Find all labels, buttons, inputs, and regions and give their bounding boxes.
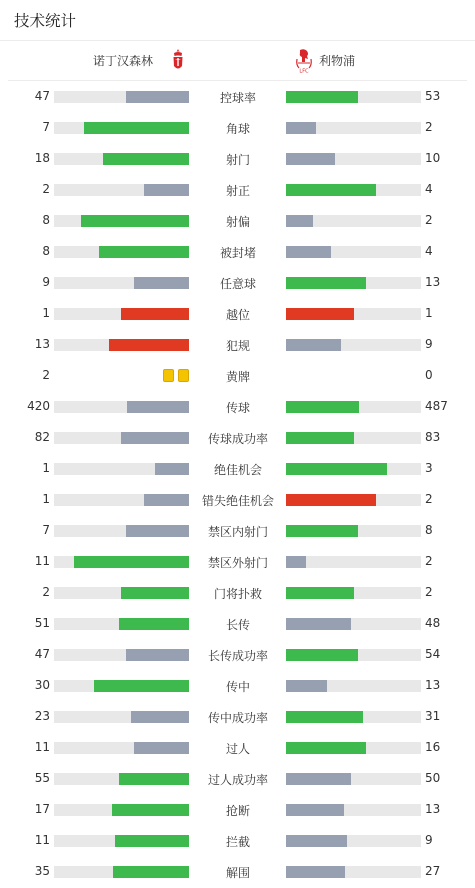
home-value: 82 [34,430,50,444]
away-value: 50 [425,771,441,785]
home-bar-track [54,618,189,630]
away-bar-fill [286,556,306,568]
away-bar-fill [286,308,354,320]
away-value: 2 [425,585,433,599]
home-bar-fill [121,432,189,444]
stat-row [0,856,475,887]
away-value: 54 [425,647,441,661]
home-value: 9 [42,275,50,289]
away-bar-track [286,618,421,630]
away-value: 31 [425,709,441,723]
stat-label: 传中成功率 [207,711,268,725]
away-bar-fill [286,463,387,475]
away-bar-track [286,742,421,754]
away-value: 9 [425,337,433,351]
home-bar-track [54,91,189,103]
stat-row [0,794,475,825]
stat-label: 过人成功率 [207,773,268,787]
liverpool-crest-icon [295,48,313,74]
home-value: 7 [42,523,50,537]
home-bar-track [54,339,189,351]
away-bar-track [286,91,421,103]
home-bar-track [54,494,189,506]
home-bar-fill [134,277,189,289]
home-value: 2 [42,182,50,196]
away-bar-track [286,525,421,537]
away-bar-fill [286,835,347,847]
home-value: 1 [42,492,50,506]
away-value: 487 [425,399,448,413]
away-bar-track [286,215,421,227]
home-value: 8 [42,213,50,227]
stat-label: 抢断 [225,804,250,818]
away-bar-track [286,494,421,506]
stat-row [0,391,475,422]
away-bar-track [286,649,421,661]
home-bar-track [54,742,189,754]
teams-header [8,42,467,81]
away-bar-track [286,866,421,878]
home-value: 420 [27,399,50,413]
home-bar-fill [134,742,189,754]
stat-label: 过人 [225,742,250,756]
away-bar-fill [286,122,316,134]
away-value: 10 [425,151,441,165]
home-value: 1 [42,306,50,320]
stat-row [0,422,475,453]
away-bar-track [286,556,421,568]
away-value: 3 [425,461,433,475]
away-bar-track [286,246,421,258]
home-bar-track [54,835,189,847]
home-bar-track [54,277,189,289]
nottingham-forest-crest-icon [170,48,186,74]
away-value: 48 [425,616,441,630]
away-bar-fill [286,153,335,165]
stat-row [0,670,475,701]
stat-label: 绝佳机会 [213,463,262,477]
stat-label: 控球率 [219,91,256,105]
home-value: 17 [34,802,50,816]
away-bar-track [286,711,421,723]
home-bar-fill [131,711,189,723]
away-bar-fill [286,866,345,878]
home-value: 13 [34,337,50,351]
home-bar-fill [119,618,189,630]
stat-row [0,112,475,143]
home-bar-track [54,215,189,227]
home-bar-track [54,463,189,475]
home-yellow-cards [163,369,190,382]
home-value: 30 [34,678,50,692]
home-bar-track [54,711,189,723]
away-value: 9 [425,833,433,847]
stat-row [0,484,475,515]
away-value: 13 [425,802,441,816]
home-value: 18 [34,151,50,165]
stat-label: 长传成功率 [207,649,268,663]
away-bar-fill [286,804,344,816]
header [0,0,475,41]
away-bar-track [286,277,421,289]
home-bar-track [54,184,189,196]
stat-label: 被封堵 [219,246,256,260]
stat-row [0,174,475,205]
stat-label: 禁区外射门 [207,556,268,570]
home-value: 55 [34,771,50,785]
svg-text:LFC: LFC [299,68,309,74]
stat-label: 传球成功率 [207,432,268,446]
stat-label: 任意球 [219,277,256,291]
away-bar-fill [286,711,363,723]
stat-label: 错失绝佳机会 [201,494,274,508]
stat-label: 长传 [225,618,250,632]
home-bar-fill [81,215,189,227]
home-bar-track [54,401,189,413]
away-bar-fill [286,246,331,258]
stat-row [0,298,475,329]
stat-row [0,143,475,174]
away-bar-fill [286,618,351,630]
home-value: 11 [34,554,50,568]
home-value: 11 [34,740,50,754]
home-value: 11 [34,833,50,847]
away-bar-fill [286,680,327,692]
stat-row [0,236,475,267]
home-value: 8 [42,244,50,258]
stat-row [0,763,475,794]
home-bar-fill [127,401,189,413]
stat-row [0,205,475,236]
away-bar-track [286,835,421,847]
home-bar-fill [126,525,189,537]
away-value: 8 [425,523,433,537]
home-bar-fill [99,246,189,258]
home-bar-fill [112,804,189,816]
away-bar-track [286,153,421,165]
home-bar-fill [119,773,189,785]
stat-label: 角球 [225,122,250,136]
away-bar-fill [286,215,313,227]
away-bar-track [286,773,421,785]
home-bar-fill [74,556,189,568]
stat-label: 黄牌 [225,370,250,384]
home-bar-track [54,773,189,785]
away-bar-track [286,339,421,351]
away-value: 1 [425,306,433,320]
stat-label: 越位 [225,308,250,322]
stat-row [0,515,475,546]
away-value: 2 [425,554,433,568]
away-bar-track [286,587,421,599]
home-value: 47 [34,89,50,103]
home-bar-track [54,432,189,444]
home-bar-fill [126,649,189,661]
home-bar-track [54,122,189,134]
page-title: 技术统计 [14,12,77,30]
away-value: 2 [425,213,433,227]
away-value: 0 [425,368,433,382]
home-bar-fill [103,153,189,165]
away-bar-track [286,463,421,475]
stat-label: 犯规 [225,339,250,353]
away-value: 13 [425,678,441,692]
away-value: 27 [425,864,441,878]
home-value: 35 [34,864,50,878]
stat-label: 门将扑救 [213,587,262,601]
home-bar-track [54,525,189,537]
yellow-card-icon [178,369,189,382]
away-bar-fill [286,91,358,103]
away-bar-fill [286,339,341,351]
home-bar-fill [144,494,189,506]
stat-row [0,453,475,484]
away-bar-fill [286,773,351,785]
away-team-name: 利物浦 [319,54,356,68]
away-value: 83 [425,430,441,444]
home-bar-fill [84,122,189,134]
stat-label: 射门 [225,153,250,167]
home-bar-track [54,153,189,165]
away-bar-track [286,401,421,413]
away-value: 2 [425,120,433,134]
stat-label: 传球 [225,401,250,415]
away-bar-fill [286,184,376,196]
home-bar-fill [121,587,189,599]
home-bar-track [54,556,189,568]
away-bar-track [286,804,421,816]
away-bar-fill [286,742,366,754]
home-bar-track [54,246,189,258]
home-bar-fill [144,184,189,196]
home-value: 1 [42,461,50,475]
away-value: 2 [425,492,433,506]
away-bar-fill [286,277,366,289]
stat-label: 传中 [225,680,250,694]
home-bar-fill [115,835,189,847]
stat-row [0,608,475,639]
away-value: 4 [425,182,433,196]
home-value: 7 [42,120,50,134]
stat-label: 射偏 [225,215,250,229]
home-bar-fill [155,463,189,475]
away-bar-track [286,122,421,134]
away-bar-track [286,680,421,692]
home-bar-track [54,680,189,692]
home-team-name: 诺丁汉森林 [92,54,153,68]
home-value: 23 [34,709,50,723]
stat-row [0,701,475,732]
stat-row [0,267,475,298]
away-bar-fill [286,494,376,506]
away-bar-track [286,432,421,444]
home-value: 2 [42,585,50,599]
stat-row [0,577,475,608]
home-value: 51 [34,616,50,630]
home-bar-fill [109,339,189,351]
home-bar-fill [126,91,189,103]
away-bar-fill [286,525,358,537]
away-value: 53 [425,89,441,103]
away-bar-track [286,184,421,196]
home-value: 47 [34,647,50,661]
stat-row [0,360,475,391]
stat-row [0,732,475,763]
away-bar-track [286,308,421,320]
stat-row [0,546,475,577]
stat-label: 解围 [225,866,250,880]
home-bar-fill [113,866,189,878]
home-bar-track [54,649,189,661]
home-value: 2 [42,368,50,382]
stat-row [0,639,475,670]
away-value: 13 [425,275,441,289]
home-bar-fill [121,308,189,320]
home-bar-track [54,866,189,878]
home-bar-track [54,308,189,320]
stat-row [0,329,475,360]
home-bar-track [54,587,189,599]
stat-label: 拦截 [225,835,250,849]
away-bar-fill [286,401,359,413]
away-bar-fill [286,587,354,599]
home-bar-track [54,804,189,816]
stat-row [0,825,475,856]
away-bar-fill [286,649,358,661]
away-value: 16 [425,740,441,754]
away-bar-fill [286,432,354,444]
home-bar-fill [94,680,189,692]
away-value: 4 [425,244,433,258]
stat-row [0,81,475,112]
stat-label: 禁区内射门 [207,525,268,539]
yellow-card-icon [163,369,174,382]
stat-label: 射正 [225,184,250,198]
